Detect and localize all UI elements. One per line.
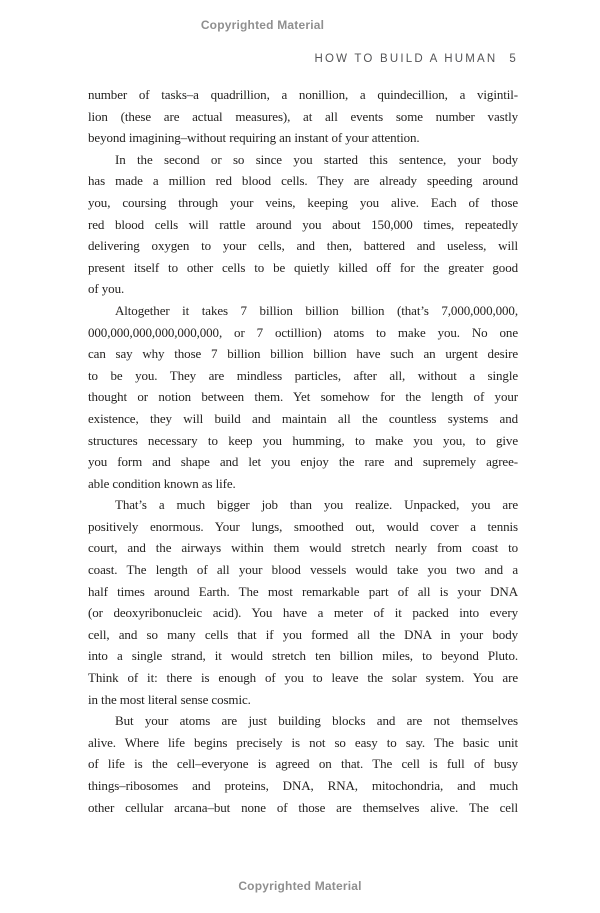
body-line: (or deoxyribonucleic acid). You have a meter of it packed into every xyxy=(88,605,518,621)
body-line: positively enormous. Your lungs, smoothed out, would cover a tennis xyxy=(88,518,518,534)
body-line: In the second or so since you started this sentence, your body xyxy=(115,151,518,167)
running-header xyxy=(315,53,519,65)
body-line: coast. The length of all your blood vessels would take you two and a xyxy=(88,562,518,578)
body-line: you form and shape and let you enjoy the rare and supremely agree- xyxy=(88,454,518,470)
body-line: to be you. They are mindless particles, after all, without a single xyxy=(88,367,518,383)
copyright-notice-top: Copyrighted Material xyxy=(200,18,325,32)
page-number: 5 xyxy=(509,53,518,65)
body-line: delivering oxygen to your cells, and then, battered and useless, will xyxy=(88,238,518,254)
body-line: lion (these are actual measures), at all events some number vastly xyxy=(88,108,518,124)
body-line: able condition known as life. xyxy=(88,475,236,491)
body-line: of you. xyxy=(88,281,125,297)
body-line: alive. Where life begins precisely is not so easy to say. The basic unit xyxy=(88,734,518,750)
chapter-title: HOW TO BUILD A HUMAN xyxy=(314,53,498,65)
body-line: can say why those 7 billion billion billion have such an urgent desire xyxy=(88,346,518,362)
body-line: But your atoms are just building blocks and are not themselves xyxy=(115,713,518,729)
body-line: half times around Earth. The most remarkable part of all is your DNA xyxy=(88,583,518,599)
body-line: in the most literal sense cosmic. xyxy=(88,691,251,707)
body-line: has made a million red blood cells. They are already speeding around xyxy=(88,173,518,189)
body-line: you, coursing through your veins, keeping you alive. Each of those xyxy=(88,194,518,210)
body-line: present itself to other cells to be quietly killed off for the greater good xyxy=(88,259,518,275)
body-line: into a single strand, it would stretch ten billion miles, to beyond Pluto. xyxy=(88,648,518,664)
body-line: number of tasks–a quadrillion, a nonillion, a quindecillion, a vigintil- xyxy=(88,87,518,102)
body-line: structures necessary to keep you humming, to make you you, to give xyxy=(88,432,518,448)
body-line: thought or notion between them. Yet somehow for the length of your xyxy=(88,389,518,405)
body-line: other cellular arcana–but none of those are themselves alive. The cell xyxy=(88,799,518,815)
body-line: Think of it: there is enough of you to leave the solar system. You are xyxy=(88,670,518,686)
body-line: of life is the cell–everyone is agreed on that. The cell is full of busy xyxy=(88,756,518,772)
body-line: things–ribosomes and proteins, DNA, RNA, mitochondria, and much xyxy=(88,778,518,793)
body-line: beyond imagining–without requiring an instant of your attention. xyxy=(88,130,420,146)
body-line: cell, and so many cells that if you formed all the DNA in your body xyxy=(88,626,518,642)
body-line: court, and the airways within them would stretch nearly from coast to xyxy=(88,540,518,556)
body-line: That’s a much bigger job than you realize. Unpacked, you are xyxy=(115,497,518,513)
body-text xyxy=(88,84,518,818)
body-line: existence, they will build and maintain all the countless systems and xyxy=(88,410,518,426)
copyright-notice-bottom: Copyrighted Material xyxy=(238,879,362,893)
body-line: Altogether it takes 7 billion billion billion (that’s 7,000,000,000, xyxy=(115,302,518,318)
body-line: red blood cells will rattle around you about 150,000 times, repeatedly xyxy=(88,216,518,232)
body-line: 000,000,000,000,000,000, or 7 octillion) atoms to make you. No one xyxy=(88,324,518,340)
